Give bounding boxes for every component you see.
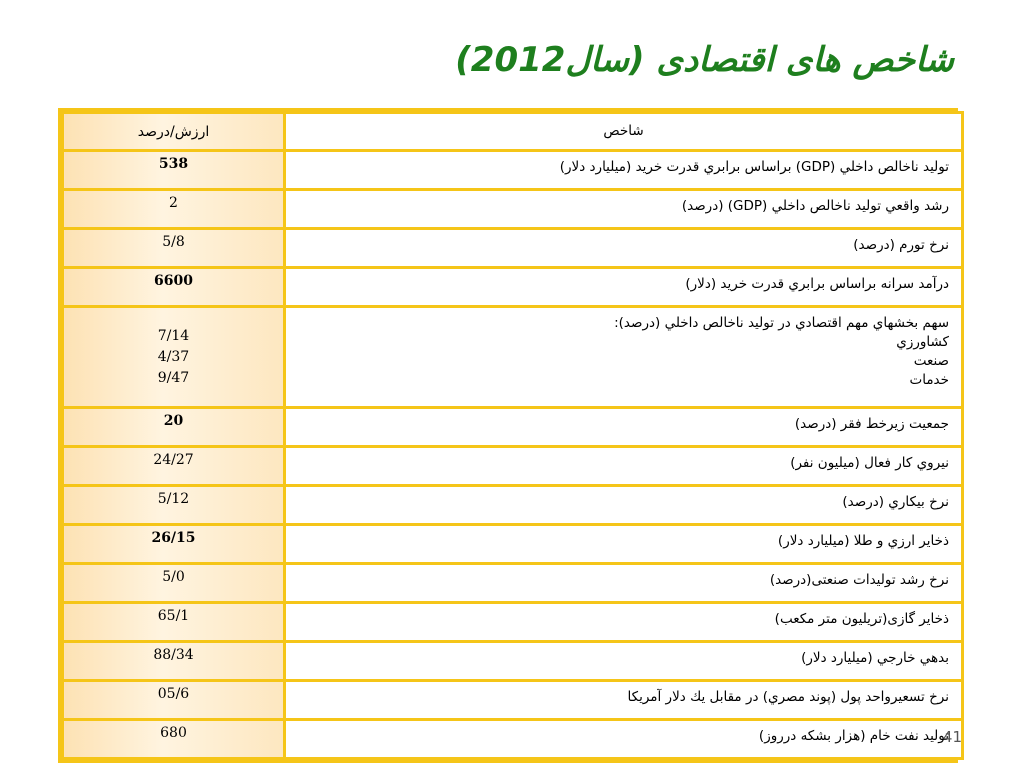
value-cell: 24/27 <box>63 447 285 486</box>
value-cell: 680 <box>63 720 285 759</box>
table-row <box>63 151 963 190</box>
indicator-cell: جمعيت زيرخط فقر (درصد) <box>285 408 963 447</box>
table-row <box>63 642 963 681</box>
table-row <box>63 447 963 486</box>
indicator-cell-sectors <box>285 307 963 408</box>
value-cell: 05/6 <box>63 681 285 720</box>
indicator-cell: نرخ تورم (درصد) <box>285 229 963 268</box>
value-cell: 5/8 <box>63 229 285 268</box>
table-row <box>63 486 963 525</box>
table-row <box>63 564 963 603</box>
header-indicator: شاخص <box>285 113 963 151</box>
value-cell-sectors <box>63 307 285 408</box>
table-row <box>63 408 963 447</box>
economic-indicators-table <box>58 108 958 763</box>
value-cell: 2 <box>63 190 285 229</box>
value-cell: 26/15 <box>63 525 285 564</box>
indicator-cell: نرخ بيكاري (درصد) <box>285 486 963 525</box>
indicator-cell: توليد نفت خام (هزار بشكه درروز) <box>285 720 963 759</box>
indicator-cell: ذخاير ارزي و طلا (ميليارد دلار) <box>285 525 963 564</box>
value-cell: 88/34 <box>63 642 285 681</box>
indicator-cell: نرخ رشد تولیدات صنعتی(درصد) <box>285 564 963 603</box>
sectors-heading: سهم بخشهاي مهم اقتصادي در توليد ناخالص داخلي (درصد): <box>614 315 949 331</box>
sector-item: كشاورزي <box>896 334 949 350</box>
page-number: 41 <box>942 728 962 746</box>
slide-title: شاخص های اقتصادی (سال2012) <box>455 40 954 80</box>
table-row <box>63 720 963 759</box>
indicator-cell: درآمد سرانه براساس برابري قدرت خريد (دلار) <box>285 268 963 307</box>
sector-value: 9/47 <box>157 369 190 386</box>
table-row <box>63 603 963 642</box>
table-row <box>63 190 963 229</box>
table-row-sectors <box>63 307 963 408</box>
indicator-cell: بدهي خارجي (ميليارد دلار) <box>285 642 963 681</box>
table-row <box>63 229 963 268</box>
value-cell: 5/0 <box>63 564 285 603</box>
header-value: ارزش/درصد <box>63 113 285 151</box>
value-cell: 65/1 <box>63 603 285 642</box>
table-row <box>63 268 963 307</box>
value-cell: 5/12 <box>63 486 285 525</box>
indicator-cell: توليد ناخالص داخلي (GDP) براساس برابري قدرت خريد (ميليارد دلار) <box>285 151 963 190</box>
table-header-row <box>63 113 963 151</box>
indicator-cell: نرخ تسعيرواحد پول (پوند مصري) در مقابل يك دلار آمريكا <box>285 681 963 720</box>
indicator-cell: رشد واقعي توليد ناخالص داخلي (GDP) (درصد) <box>285 190 963 229</box>
sector-value: 4/37 <box>157 348 190 365</box>
value-cell: 538 <box>63 151 285 190</box>
table-row <box>63 681 963 720</box>
sector-value: 7/14 <box>157 327 190 344</box>
indicator-cell: ذخایر گازی(تریلیون متر مکعب) <box>285 603 963 642</box>
value-cell: 6600 <box>63 268 285 307</box>
table-row <box>63 525 963 564</box>
sector-item: خدمات <box>909 372 949 388</box>
value-cell: 20 <box>63 408 285 447</box>
sector-item: صنعت <box>913 353 949 369</box>
indicator-cell: نيروي كار فعال (ميليون نفر) <box>285 447 963 486</box>
